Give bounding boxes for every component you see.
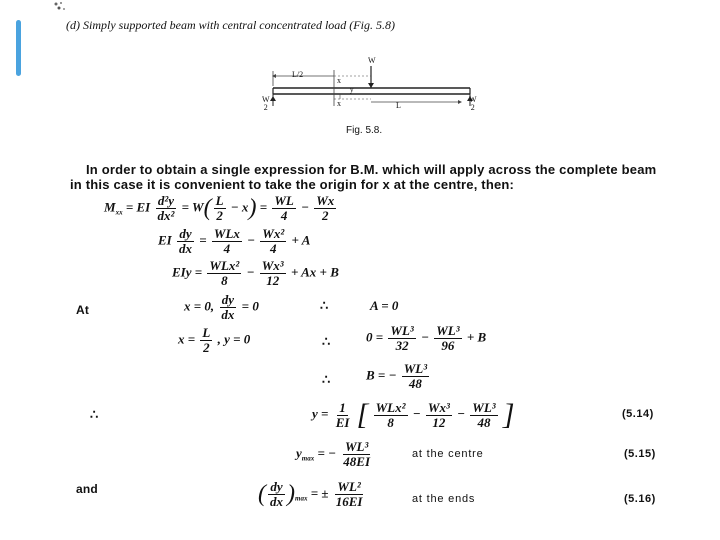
eq514-one: 1 xyxy=(339,399,346,415)
eq1-minus: − xyxy=(301,199,309,215)
equation-number-5-14: (5.14) xyxy=(622,408,654,420)
intro-paragraph-line-2: in this case it is convenient to take the origin for x at the centre, then: xyxy=(70,177,515,192)
bc-dy: dy xyxy=(221,292,235,307)
eq3-wlx2: WLx² xyxy=(209,258,240,273)
right-reaction-numerator: W xyxy=(469,95,477,104)
bc-96: 96 xyxy=(441,338,455,353)
equation-number-5-16: (5.16) xyxy=(624,493,656,505)
bc-plus-b: + B xyxy=(466,329,487,345)
bc-second-condition xyxy=(178,326,250,355)
eq1-ei: = EI xyxy=(125,199,151,215)
bc-minus: − xyxy=(421,329,429,345)
figure-caption: Fig. 5.8. xyxy=(346,125,383,136)
eq515-48ei: 48EI xyxy=(343,454,371,469)
eq1-moment-symbol: M xyxy=(104,199,116,215)
bc-wl3c: WL³ xyxy=(403,361,428,376)
bc-x0: x = 0, xyxy=(184,298,215,314)
eq514-bracket-close: ] xyxy=(502,398,515,431)
eq514-ei: EI xyxy=(335,414,350,430)
slope-equation xyxy=(158,227,310,256)
eq515-y: y xyxy=(296,445,302,461)
slide-accent-bar xyxy=(16,20,21,76)
eq1-eq-w: = W xyxy=(181,199,204,215)
eq516-dy: dy xyxy=(270,479,283,494)
bc-b-value xyxy=(366,362,431,391)
eq3-eq: = xyxy=(194,264,203,280)
scan-speckle-mark xyxy=(52,0,68,14)
eq1-d2y: d²y xyxy=(157,193,174,208)
eq515-wl3: WL³ xyxy=(344,439,369,454)
bc-therefore-b: ∴ xyxy=(322,334,331,349)
max-deflection-equation-5-15 xyxy=(296,440,374,469)
bc-48: 48 xyxy=(408,376,422,391)
intro-paragraph-line-1: In order to obtain a single expression for B.M. which will apply across the complete beam xyxy=(86,162,657,177)
eq1-eq: = xyxy=(259,199,268,215)
bc-a-equals-zero: A = 0 xyxy=(370,298,399,313)
eq1-wl: WL xyxy=(274,193,294,208)
right-reaction-denominator: 2 xyxy=(470,103,475,112)
fig-label-right-reaction xyxy=(469,96,477,112)
eq514-bracket-open: [ xyxy=(356,398,369,431)
eq2-ei: EI xyxy=(158,232,172,248)
eq516-16ei: 16EI xyxy=(335,494,363,509)
deflection-equation-5-14 xyxy=(312,398,515,432)
fig-label-span: L xyxy=(396,101,401,110)
eq514-wl3: WL³ xyxy=(472,399,496,415)
eq2-plus-a: + A xyxy=(291,232,311,248)
bc-at-label: At xyxy=(76,303,90,317)
and-label: and xyxy=(76,482,98,496)
left-reaction-denominator: 2 xyxy=(263,103,268,112)
bc-wl3: WL³ xyxy=(390,323,414,338)
eq3-minus: − xyxy=(246,264,255,280)
eq1-l: L xyxy=(215,193,224,208)
bending-moment-equation xyxy=(104,194,338,223)
bc-first-condition xyxy=(184,293,259,322)
eq515-note: at the centre xyxy=(412,448,484,460)
fig-label-y: y xyxy=(350,86,354,94)
eq1-moment-subscript: xx xyxy=(115,208,123,217)
eq514-48: 48 xyxy=(477,414,491,430)
eq514-minus-b: − xyxy=(457,405,466,421)
beam-diagram xyxy=(258,56,488,118)
bc-b-eq: B = − xyxy=(366,367,397,383)
eq2-wlx: WLx xyxy=(213,226,240,241)
eq3-twelve: 12 xyxy=(266,273,280,288)
eq1-paren-close: ) xyxy=(248,195,257,221)
eq3-wx3: Wx³ xyxy=(261,258,284,273)
eq2-eq: = xyxy=(199,232,207,248)
eq1-paren-open: ( xyxy=(203,195,212,221)
bc-zero-eq: 0 = xyxy=(366,329,384,345)
eq3-plus: + Ax + B xyxy=(290,264,339,280)
eq514-therefore: ∴ xyxy=(90,407,99,422)
eq2-four-b: 4 xyxy=(270,241,277,256)
eq516-paren-open: ( xyxy=(258,481,266,507)
eq1-four: 4 xyxy=(280,208,288,223)
eq514-wlx2: WLx² xyxy=(375,399,406,415)
left-reaction-numerator: W xyxy=(262,95,270,104)
fig-label-left-reaction xyxy=(262,96,270,112)
eq2-four-a: 4 xyxy=(223,241,231,256)
fig-label-x-top: x xyxy=(337,76,341,85)
bc-b-solve-equation xyxy=(366,324,486,353)
bc-x-eq: x = xyxy=(178,331,196,347)
bc-two: 2 xyxy=(203,340,210,355)
fig-label-w-load: W xyxy=(368,56,376,65)
bc-eq0: = 0 xyxy=(241,298,259,314)
eq1-dx2: dx² xyxy=(157,208,175,223)
bc-therefore-c: ∴ xyxy=(322,372,331,387)
eq515-max-subscript: max xyxy=(301,454,315,463)
bc-y0: , y = 0 xyxy=(217,331,251,347)
eq516-note: at the ends xyxy=(412,493,476,505)
eq1-minus-x: − x xyxy=(230,199,249,215)
bc-l: L xyxy=(202,325,211,340)
eq514-twelve: 12 xyxy=(432,414,446,430)
fig-label-half-span: L/2 xyxy=(292,70,304,79)
eq516-max-subscript: max xyxy=(295,494,308,503)
eq1-wx: Wx xyxy=(316,193,335,208)
bc-wl3b: WL³ xyxy=(436,323,460,338)
eq3-eiy: EIy xyxy=(172,264,192,280)
eq2-minus: − xyxy=(247,232,256,248)
bc-therefore-a: ∴ xyxy=(320,298,329,313)
eq514-eight: 8 xyxy=(387,414,394,430)
eq516-eq: = ± xyxy=(310,485,329,501)
eq516-paren-close: ) xyxy=(287,481,295,507)
eq2-dy: dy xyxy=(179,226,192,241)
fig-label-x-bottom: x xyxy=(337,99,341,108)
bc-dx: dx xyxy=(221,307,235,322)
eq515-eq: = − xyxy=(317,445,337,461)
eq1-two-b: 2 xyxy=(322,208,329,223)
section-heading: (d) Simply supported beam with central concentrated load (Fig. 5.8) xyxy=(66,18,395,32)
eq3-eight: 8 xyxy=(221,273,228,288)
deflection-general-equation xyxy=(172,259,339,288)
eq514-minus-a: − xyxy=(412,405,421,421)
eq514-y-eq: y = xyxy=(312,405,329,421)
max-slope-equation-5-16 xyxy=(258,480,366,509)
eq516-wl2: WL² xyxy=(337,479,361,494)
eq516-dx: dx xyxy=(270,494,283,509)
eq514-wx3: Wx³ xyxy=(427,399,450,415)
eq1-two-a: 2 xyxy=(216,208,223,223)
eq2-dx: dx xyxy=(178,241,192,256)
equation-number-5-15: (5.15) xyxy=(624,448,656,460)
bc-32: 32 xyxy=(395,338,409,353)
eq2-wx2: Wx² xyxy=(262,226,285,241)
